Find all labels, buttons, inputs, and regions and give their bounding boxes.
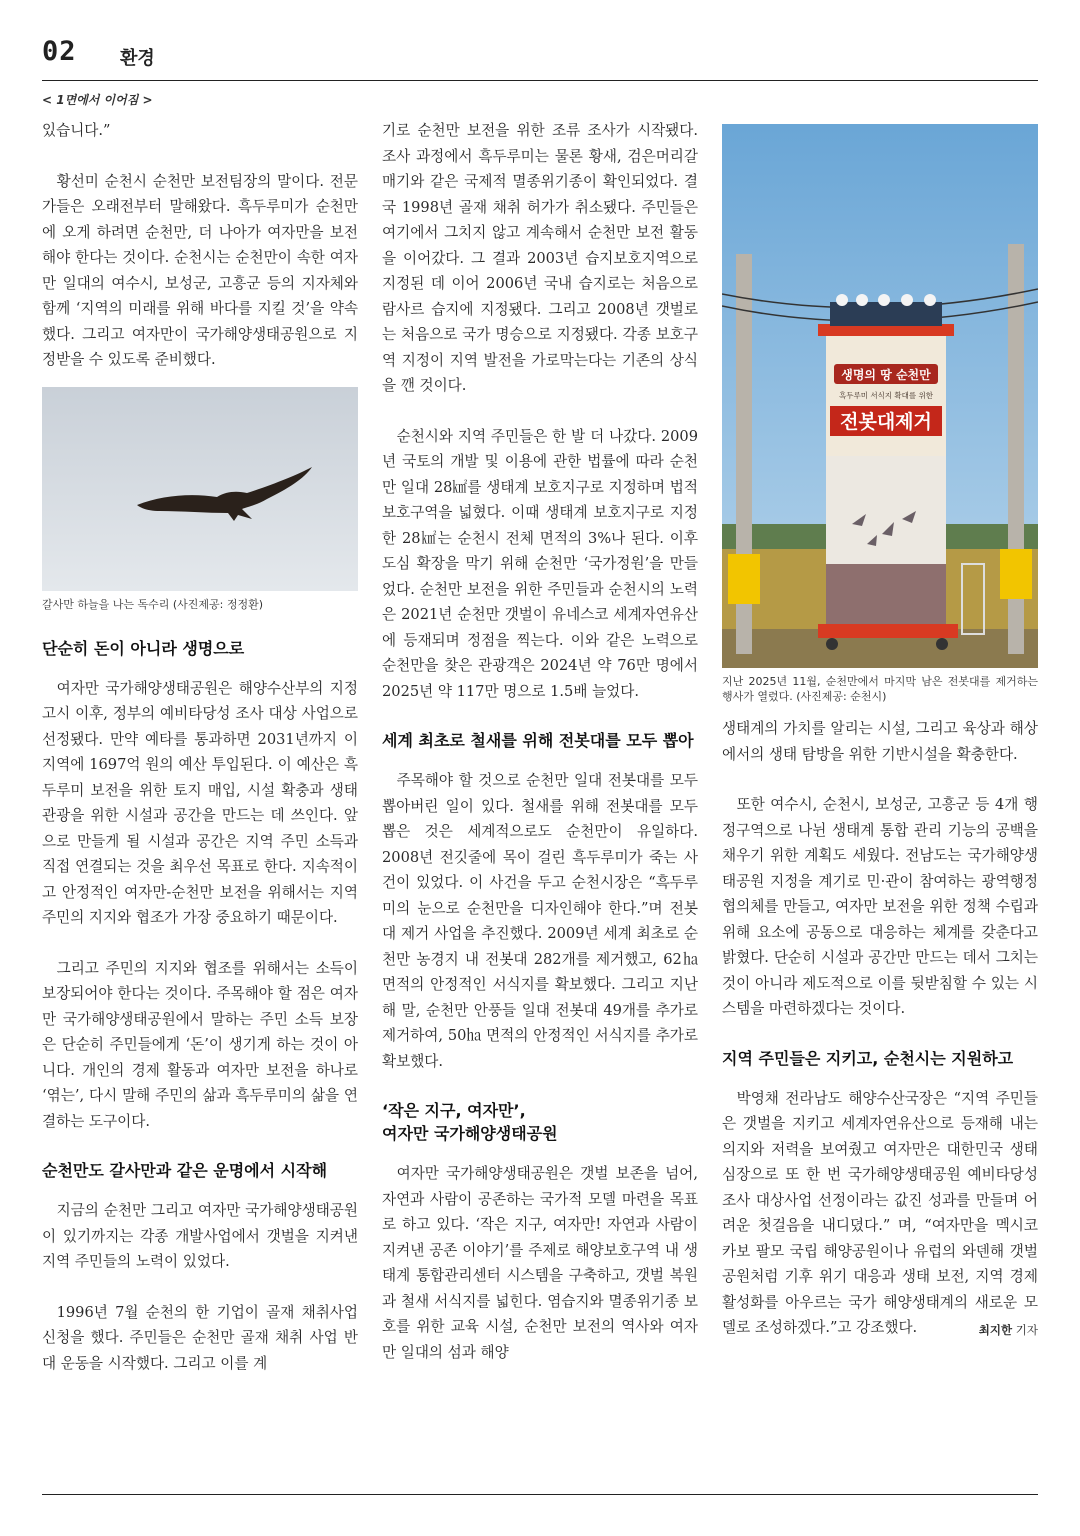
subheading: 세계 최초로 철새를 위해 전봇대를 모두 뽑아 bbox=[382, 731, 694, 750]
subheading: 순천만도 갈사만과 같은 운명에서 시작해 bbox=[42, 1161, 328, 1180]
subheading: 단순히 돈이 아니라 생명으로 bbox=[42, 638, 245, 658]
column-1 bbox=[42, 118, 358, 1401]
paragraph: 황선미 순천시 순천만 보전팀장의 말이다. 전문가들은 오래전부터 말해왔다. 흑두루미가 순천만에 오게 하려면 순천만, 더 나아가 여자만을 보전해야 한다는 것이다. 순천시는 순천만이 속한 여자만 일대의 여수시, 보성군, 고흥군 등의 지자체와 함께 ‘지역의 미래를 위해 바다를 지킬 것’을 약속했다. 그리고 여자만이 국가해양생태공원으로 지정받을 수 있도록 준비했다. bbox=[42, 172, 358, 368]
paragraph: 1996년 7월 순천의 한 기업이 골재 채취사업 신청을 했다. 주민들은 순천만 골재 채취 사업 반대 운동을 시작했다. 그리고 이를 계 bbox=[42, 1303, 358, 1372]
paragraph: 그리고 주민의 지지와 협조를 위해서는 소득이 보장되어야 한다는 것이다. 주목해야 할 점은 여자만 국가해양생태공원에서 말하는 주민 소득 보장은 단순히 주민들에게 ‘돈’이 생기게 하는 것이 아니다. 개인의 경제 활동과 여자만 보전을 하나로 ‘엮는’, 다시 말해 주민의 삶과 흑두루미의 삶을 연결하는 도구이다. bbox=[42, 959, 358, 1130]
paragraph: 생태계의 가치를 알리는 시설, 그리고 육상과 해상에서의 생태 탐방을 위한 기반시설을 확충한다. bbox=[722, 720, 1038, 763]
banner-line-1: 생명의 땅 순천만 bbox=[841, 368, 931, 382]
paragraph: 또한 여수시, 순천시, 보성군, 고흥군 등 4개 행정구역으로 나뉜 생태계 통합 관리 기능의 공백을 채우기 위한 계획도 세웠다. 전남도는 국가해양생태공원 지정을 계기로 민·관이 참여하는 광역행정협의체를 만들고, 여자만 보전을 위한 정책 수립과 위해 요소에 공동으로 대응하는 체계를 갖춘다고 밝혔다. 단순히 시설과 공간만 만드는 데서 그치는 것이 아니라 제도적으로 이를 뒷받침할 수 있는 시스템을 마련하겠다는 것이다. bbox=[722, 796, 1038, 1017]
footer-rule bbox=[42, 1494, 1038, 1495]
paragraph: 여자만 국가해양생태공원은 갯벌 보존을 넘어, 자연과 사람이 공존하는 국가적 모델 마련을 목표로 하고 있다. ‘작은 지구, 여자만! 자연과 사람이 지켜낸 공존 이야기’를 주제로 해양보호구역 내 생태계 통합관리센터 시스템을 구축하고, 갯벌 복원과 철새 서식지를 넓힌다. 염습지와 멸종위기종 보호를 위한 교육 시설, 순천만 보전의 역사와 여자만 일대의 섬과 해양 bbox=[382, 1165, 698, 1361]
reporter-name: 최지한 bbox=[978, 1322, 1013, 1337]
photo-caption: 지난 2025년 11월, 순천만에서 마지막 남은 전봇대를 제거하는 행사가 열렸다. (사진제공: 순천시) bbox=[722, 675, 1038, 703]
pole-removal-photo bbox=[722, 124, 1038, 668]
paragraph: 순천시와 지역 주민들은 한 발 더 나갔다. 2009년 국토의 개발 및 이용에 관한 법률에 따라 순천만 일대 28㎢를 생태계 보호지구로 지정하며 법적 보호구역을 넓혔다. 이때 생태계 보호지구로 지정한 28㎢는 순천시 전체 면적의 3%나 된다. 이후 도심 확장을 막기 위해 순천만 ‘국가정원’을 만들었다. 순천만 보전을 위한 주민들과 순천시의 노력은 2021년 순천만 갯벌이 유네스코 세계자연유산에 등재되며 정점을 찍는다. 이와 같은 노력으로 순천만을 찾은 관광객은 2024년 약 76만 명에서 2025년 약 117만 명으로 1.5배 늘었다. bbox=[382, 427, 698, 700]
banner-line-2: 흑두루미 서식지 확대를 위한 bbox=[838, 391, 934, 400]
paragraph: 지금의 순천만 그리고 여자만 국가해양생태공원이 있기까지는 각종 개발사업에서 갯벌을 지켜낸 지역 주민들의 노력이 있었다. bbox=[42, 1202, 358, 1270]
paragraph: 박영채 전라남도 해양수산국장은 “지역 주민들은 갯벌을 지키고 세계자연유산으로 등재해 내는 의지와 저력을 보여줬고 여자만은 대한민국 생태 심장으로 또 한 번 국가해양생태공원 예비타당성 조사 대상사업 선정이라는 값진 성과를 만들며 어려운 첫걸음을 내디뎠다.” 며, “여자만을 멕시코 카보 팔모 국립 해양공원이나 유럽의 와덴해 갯벌공원처럼 기후 위기 대응과 생태 보전, 지역 경제 활성화를 아우르는 국가 해양생태계의 새로운 모델로 조성하겠다.”고 강조했다. bbox=[722, 1089, 1038, 1336]
subheading bbox=[382, 1099, 698, 1145]
eagle-photo bbox=[42, 387, 358, 591]
subheading: 지역 주민들은 지키고, 순천시는 지원하고 bbox=[722, 1048, 1014, 1068]
banner-line-3: 전봇대제거 bbox=[840, 411, 932, 433]
paragraph: 기로 순천만 보전을 위한 조류 조사가 시작됐다. 조사 과정에서 흑두루미는 물론 황새, 검은머리갈매기와 같은 국제적 멸종위기종이 확인되었다. 결국 1998년 골재 채취 허가가 취소됐다. 주민들은 여기에서 그치지 않고 계속해서 순천만 보전 활동을 이어갔다. 그 결과 2003년 습지보호지역으로 지정된 데 이어 2006년 국내 습지로는 처음으로 람사르 습지에 지정됐다. 그리고 2008년 갯벌로는 처음으로 국가 명승으로 지정됐다. 각종 보호구역 지정이 지역 발전을 가로막는다는 기존의 상식을 깬 것이다. bbox=[382, 122, 698, 394]
column-2 bbox=[382, 118, 698, 1390]
subheading-line: ‘작은 지구, 여자만’, bbox=[382, 1101, 526, 1120]
paragraph: 있습니다.” bbox=[42, 122, 111, 139]
page-header bbox=[42, 36, 1038, 81]
section-title: 환경 bbox=[120, 48, 155, 69]
eagle-image bbox=[42, 387, 358, 591]
reporter-role: 기자 bbox=[1015, 1322, 1038, 1337]
paragraph: 주목해야 할 것으로 순천만 일대 전봇대를 모두 뽑아버린 일이 있다. 철새를 위해 전봇대를 모두 뽑은 것은 세계적으로도 순천만이 유일하다. 2008년 전깃줄에 목이 걸린 흑두루미가 죽는 사건이 있었다. 이 사건을 두고 순천시장은 “흑두루미의 눈으로 순천만을 디자인해야 한다.”며 전봇대 제거 사업을 추진했다. 2009년 세계 최초로 순천만 농경지 내 전봇대 282개를 제거했고, 62㏊ 면적의 안정적인 서식지를 확보했다. 그리고 지난해 말, 순천만 안풍들 일대 전봇대 49개를 추가로 제거하여, 50㏊ 면적의 안정적인 서식지를 추가로 확보했다. bbox=[382, 772, 698, 1070]
page-number: 02 bbox=[42, 36, 77, 67]
subheading-line: 여자만 국가해양생태공원 bbox=[382, 1124, 558, 1143]
paragraph: 여자만 국가해양생태공원은 해양수산부의 지정 고시 이후, 정부의 예비타당성 조사 대상 사업으로 선정됐다. 만약 예타를 통과하면 2031년까지 이 지역에 1697억 원의 예산 투입된다. 이 예산은 흑두루미 보전을 위한 토지 매입, 시설 확충과 생태 관광을 위한 시설과 공간을 만드는 데 쓰인다. 앞으로 만들게 될 시설과 공간은 지역 주민 소득과 직접 연결되는 것을 최우선 목표로 한다. 지속적이고 안정적인 여자만-순천만 보전을 위해서는 지역 주민의 지지와 협조가 가장 중요하기 때문이다. bbox=[42, 679, 358, 926]
column-3 bbox=[722, 124, 1038, 1343]
pole-removal-image bbox=[722, 124, 1038, 668]
continuation-note: < 1면에서 이어짐 > bbox=[42, 93, 153, 107]
photo-caption: 갈사만 하늘을 나는 독수리 (사진제공: 정정환) bbox=[42, 597, 264, 611]
